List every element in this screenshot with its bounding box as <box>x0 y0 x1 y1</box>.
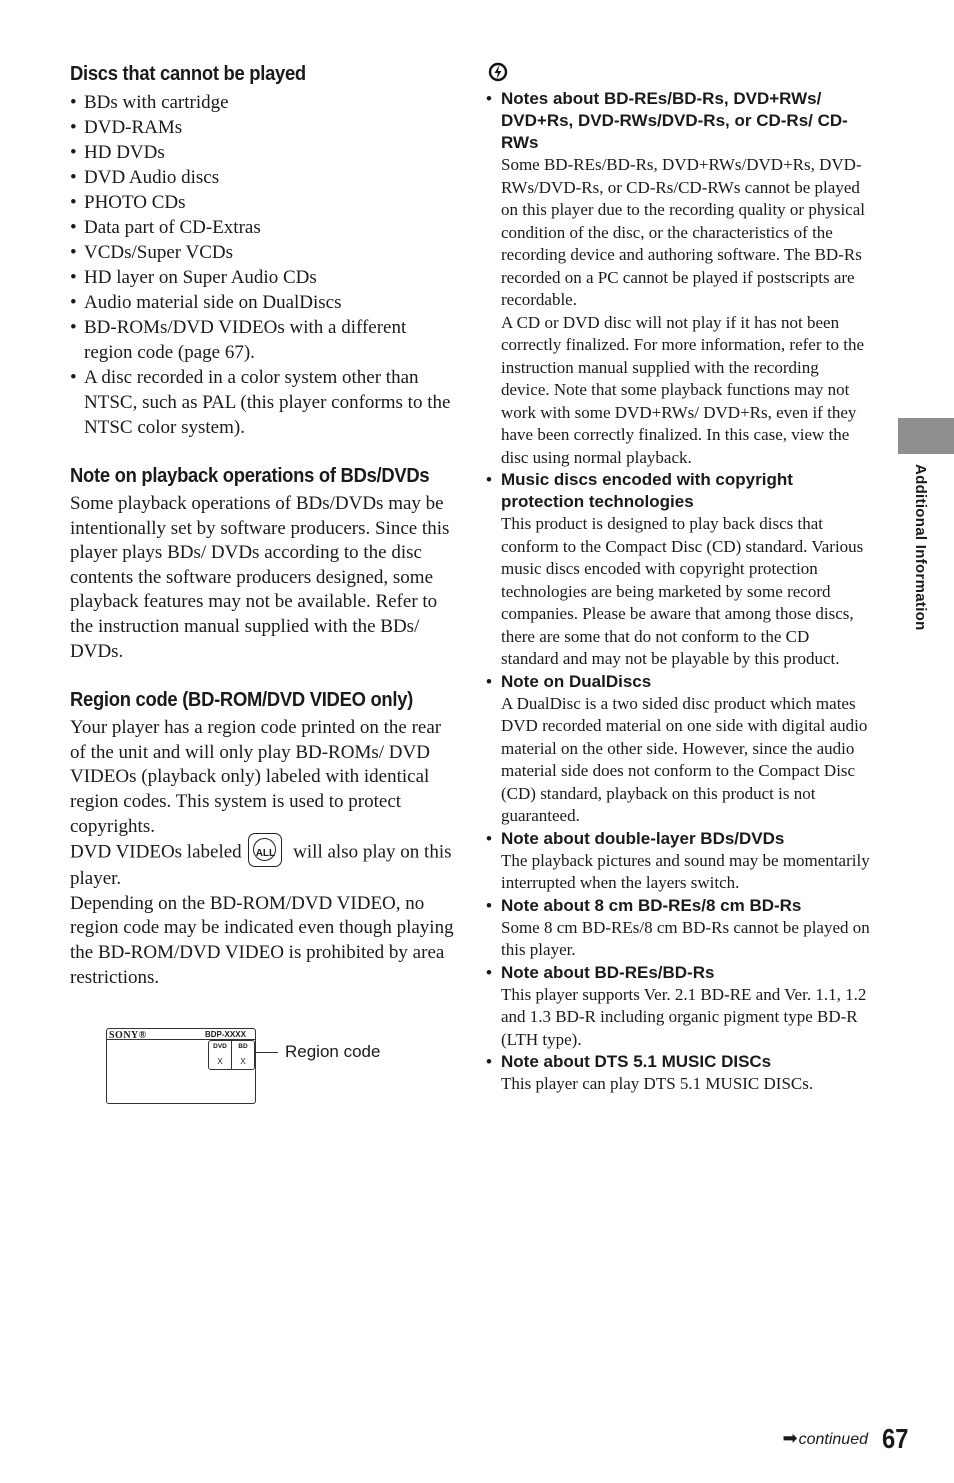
note-double-layer <box>486 828 871 895</box>
model-number: BDP-XXXX <box>205 1030 246 1039</box>
playback-text: Some playback operations of BDs/DVDs may be intentionally set by software producers. Since this player plays BDs/ DVDs according to the disc contents the software producers designed, some playback features may not be available. Refer to the instruction manual supplied with the BDs/ DVDs. <box>70 493 450 662</box>
list-item: • DVD Audio discs <box>70 165 455 190</box>
section-tab <box>898 418 954 454</box>
note-bd-re-bd-r <box>486 962 871 1052</box>
list-item: • Audio material side on DualDiscs <box>70 290 455 315</box>
region-code-callout: Region code <box>285 1042 381 1061</box>
list-item: • DVD-RAMs <box>70 115 455 140</box>
region-paragraph-1: Your player has a region code printed on the rear of the unit and will only play BD-ROMs/ DVD VIDEOs (playback only) labeled with identical region codes. This system is used to protect copyrights. <box>70 717 442 837</box>
note-title: • Note about double-layer BDs/DVDs <box>501 828 785 848</box>
page-number: 67 <box>882 1423 909 1454</box>
note-body: A DualDisc is a two sided disc product which mates DVD recorded material on one side with digital audio material on the other side. However, since the audio material side does not conform to the Compact Disc (CD) standard, playback on this product is not guaranteed. <box>501 693 868 825</box>
note-title: • Music discs encoded with copyright protection technologies <box>501 470 793 511</box>
section-tab-label: Additional Information <box>912 464 929 631</box>
playback-heading: Note on playback operations of BDs/DVDs <box>70 465 430 487</box>
region-heading: Region code (BD-ROM/DVD VIDEO only) <box>70 689 414 712</box>
note-title: • Note about DTS 5.1 MUSIC DISCs <box>501 1052 772 1071</box>
brand-logo: SONY® <box>109 1030 147 1041</box>
note-title: • Note about BD-REs/BD-Rs <box>501 962 715 982</box>
note-body: The playback pictures and sound may be momentarily interrupted when the layers switch. <box>501 850 870 892</box>
left-column <box>70 60 455 1066</box>
bd-code-value: X <box>240 1057 246 1066</box>
region-code-box <box>208 1040 255 1070</box>
list-item: • A disc recorded in a color system other than NTSC, such as PAL (this player conforms to the NTSC color system). <box>70 365 455 440</box>
note-title: • Note on DualDiscs <box>501 671 652 691</box>
region-paragraph-2-start: DVD VIDEOs labeled <box>70 841 242 863</box>
note-body: Some 8 cm BD-REs/8 cm BD-Rs cannot be played on this player. <box>501 917 870 959</box>
list-item: • HD DVDs <box>70 140 455 165</box>
note-body: This player can play DTS 5.1 MUSIC DISCs. <box>501 1074 814 1093</box>
callout-line <box>256 1052 278 1053</box>
continued-indicator <box>783 1428 868 1449</box>
unplayable-discs-list <box>70 90 455 440</box>
region-paragraph-2-end: will also play on this player. <box>70 841 452 890</box>
discs-heading: Discs that cannot be played <box>70 63 306 85</box>
list-item: • Data part of CD-Extras <box>70 215 455 240</box>
note-copyright-music-discs <box>486 469 871 671</box>
note-body: This player supports Ver. 2.1 BD-RE and Ver. 1.1, 1.2 and 1.3 BD-R including organic pigment type BD-R (LTH type). <box>501 984 867 1049</box>
list-item: • BDs with cartridge <box>70 90 455 115</box>
note-8cm-discs <box>486 895 871 962</box>
region-paragraph-2 <box>70 839 455 892</box>
dvd-code-value: X <box>217 1057 223 1066</box>
note-body: Some BD-REs/BD-Rs, DVD+RWs/DVD+Rs, DVD-RWs/DVD-Rs, or CD-Rs/CD-RWs cannot be played on this player due to the recording quality or physical condition of the disc, or the characteristics of the recording device and authoring software. The BD-Rs recorded on a PC cannot be played if postscripts are recordable. <box>501 155 865 309</box>
arrow-right-icon: ➡ <box>782 1428 798 1448</box>
note-recordable-discs <box>486 88 871 469</box>
all-region-mark-icon <box>248 833 282 867</box>
bd-code-label: BD <box>238 1043 248 1050</box>
all-region-mark-text: ALL <box>255 848 276 860</box>
note-title: • Note about 8 cm BD-REs/8 cm BD-Rs <box>501 895 802 915</box>
continued-text: continued <box>798 1431 868 1448</box>
list-item: • PHOTO CDs <box>70 190 455 215</box>
region-paragraph-3: Depending on the BD-ROM/DVD VIDEO, no region code may be indicated even though playing the BD-ROM/DVD VIDEO is prohibited by area restrictions. <box>70 892 454 988</box>
list-item: • BD-ROMs/DVD VIDEOs with a different region code (page 67). <box>70 315 455 365</box>
list-item: • HD layer on Super Audio CDs <box>70 265 455 290</box>
note-dts-music <box>486 1051 871 1096</box>
note-title: • Notes about BD-REs/BD-Rs, DVD+RWs/ DVD+Rs, DVD-RWs/DVD-Rs, or CD-Rs/ CD-RWs <box>501 89 848 152</box>
region-code-label-illustration <box>106 1028 256 1104</box>
note-icon <box>488 62 508 82</box>
dvd-code-label: DVD <box>213 1043 227 1050</box>
note-body: A CD or DVD disc will not play if it has not been correctly finalized. For more information, refer to the instruction manual supplied with the recording device. Note that some playback functions may not work with some DVD+RWs/ DVD+Rs, even if they have been correctly finalized. In this case, view the disc using normal playback. <box>501 312 864 467</box>
right-column <box>486 62 871 1096</box>
note-body: This product is designed to play back discs that conform to the Compact Disc (CD) standard. Various music discs encoded with copyright protection technologies are being marketed by some record companies. Please be aware that among those discs, there are some that do not conform to the CD standard and may not be playable by this product. <box>501 514 864 668</box>
list-item: • VCDs/Super VCDs <box>70 240 455 265</box>
note-dualdiscs <box>486 671 871 828</box>
